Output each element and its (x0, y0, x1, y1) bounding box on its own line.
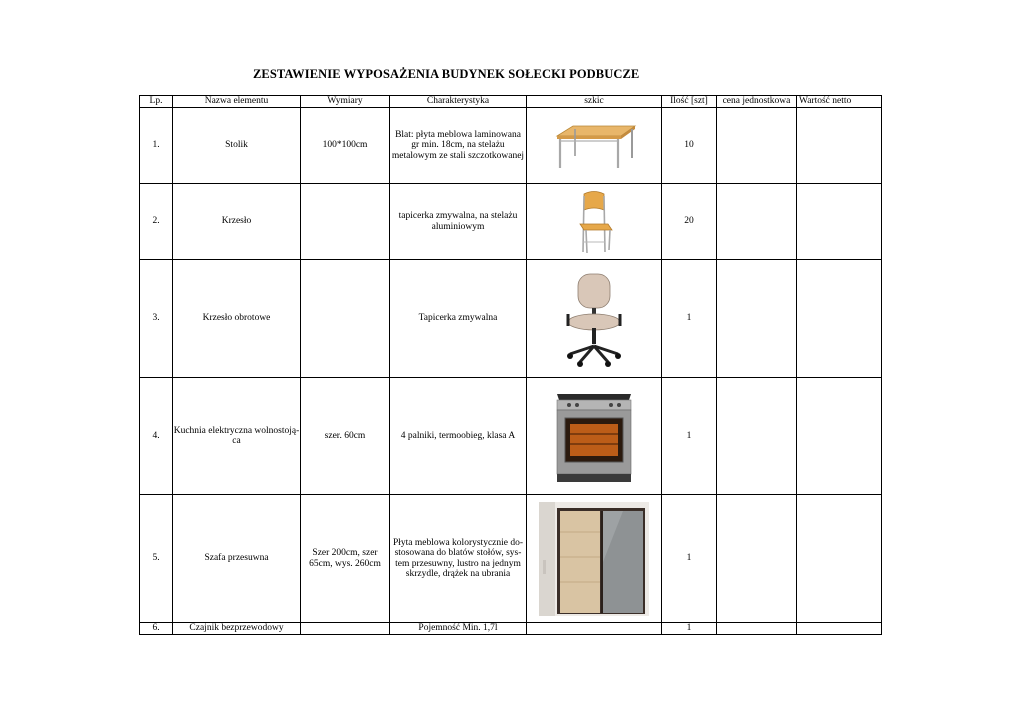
cell-char: Pojemność Min. 1,7l (390, 623, 527, 635)
cell-qty: 10 (662, 108, 717, 184)
cell-sketch (527, 108, 662, 184)
cell-name: Krzesło (173, 184, 301, 260)
cell-lp: 1. (140, 108, 173, 184)
cell-dims: szer. 60cm (301, 378, 390, 495)
cell-qty: 1 (662, 623, 717, 635)
cell-unit-price (717, 495, 797, 623)
table-header-row (140, 96, 882, 108)
header-dims: Wymiary (301, 96, 390, 108)
cell-net-value (797, 495, 882, 623)
cell-qty: 1 (662, 495, 717, 623)
cell-unit-price (717, 260, 797, 378)
cell-name: Stolik (173, 108, 301, 184)
cell-unit-price (717, 108, 797, 184)
cell-qty: 1 (662, 260, 717, 378)
cell-sketch (527, 184, 662, 260)
electric-stove-icon (553, 388, 635, 484)
table-row (140, 184, 882, 260)
header-sketch: szkic (527, 96, 662, 108)
header-char: Charakterystyka (390, 96, 527, 108)
table-icon (549, 120, 639, 172)
cell-net-value (797, 378, 882, 495)
equipment-table (139, 95, 882, 635)
cell-sketch (527, 623, 662, 635)
header-net-value: Wartość netto (797, 96, 882, 108)
header-lp: Lp. (140, 96, 173, 108)
cell-sketch (527, 378, 662, 495)
cell-char: Tapicerka zmywalna (390, 260, 527, 378)
header-unit-price: cena jednostkowa (717, 96, 797, 108)
cell-qty: 1 (662, 378, 717, 495)
cell-unit-price (717, 378, 797, 495)
cell-sketch (527, 260, 662, 378)
cell-dims (301, 623, 390, 635)
cell-char: tapicerka zmywalna, na stelażu aluminiowym (390, 184, 527, 260)
cell-char: Blat: płyta meblowa laminowana gr min. 18cm, na stelażu metalowym ze stali szczotkowanej (390, 108, 527, 184)
office-chair-icon (562, 270, 626, 368)
document-title: ZESTAWIENIE WYPOSAŻENIA BUDYNEK SOŁECKI PODBUCZE (253, 67, 640, 81)
cell-net-value (797, 184, 882, 260)
table-row (140, 108, 882, 184)
table-row (140, 378, 882, 495)
cell-name: Krzesło obrotowe (173, 260, 301, 378)
cell-dims (301, 260, 390, 378)
cell-qty: 20 (662, 184, 717, 260)
cell-char: 4 palniki, termoobieg, klasa A (390, 378, 527, 495)
cell-lp: 2. (140, 184, 173, 260)
cell-char: Płyta meblowa kolorystycznie do-stosowana do blatów stołów, sys-tem przesuwny, lustro na jednym skrzydle, drążek na ubrania (390, 495, 527, 623)
header-qty: Ilość [szt] (662, 96, 717, 108)
cell-dims (301, 184, 390, 260)
cell-lp: 4. (140, 378, 173, 495)
cell-unit-price (717, 623, 797, 635)
cell-net-value (797, 623, 882, 635)
cell-net-value (797, 108, 882, 184)
table-row (140, 260, 882, 378)
table-row (140, 495, 882, 623)
cell-sketch (527, 495, 662, 623)
cell-name: Kuchnia elektryczna wolnostoją-ca (173, 378, 301, 495)
header-name: Nazwa elementu (173, 96, 301, 108)
table-row (140, 623, 882, 635)
cell-lp: 6. (140, 623, 173, 635)
wardrobe-icon (539, 502, 649, 616)
cell-lp: 3. (140, 260, 173, 378)
cell-name: Czajnik bezprzewodowy (173, 623, 301, 635)
cell-lp: 5. (140, 495, 173, 623)
cell-name: Szafa przesuwna (173, 495, 301, 623)
cell-dims: 100*100cm (301, 108, 390, 184)
chair-icon (574, 190, 614, 254)
cell-dims: Szer 200cm, szer 65cm, wys. 260cm (301, 495, 390, 623)
cell-unit-price (717, 184, 797, 260)
cell-net-value (797, 260, 882, 378)
